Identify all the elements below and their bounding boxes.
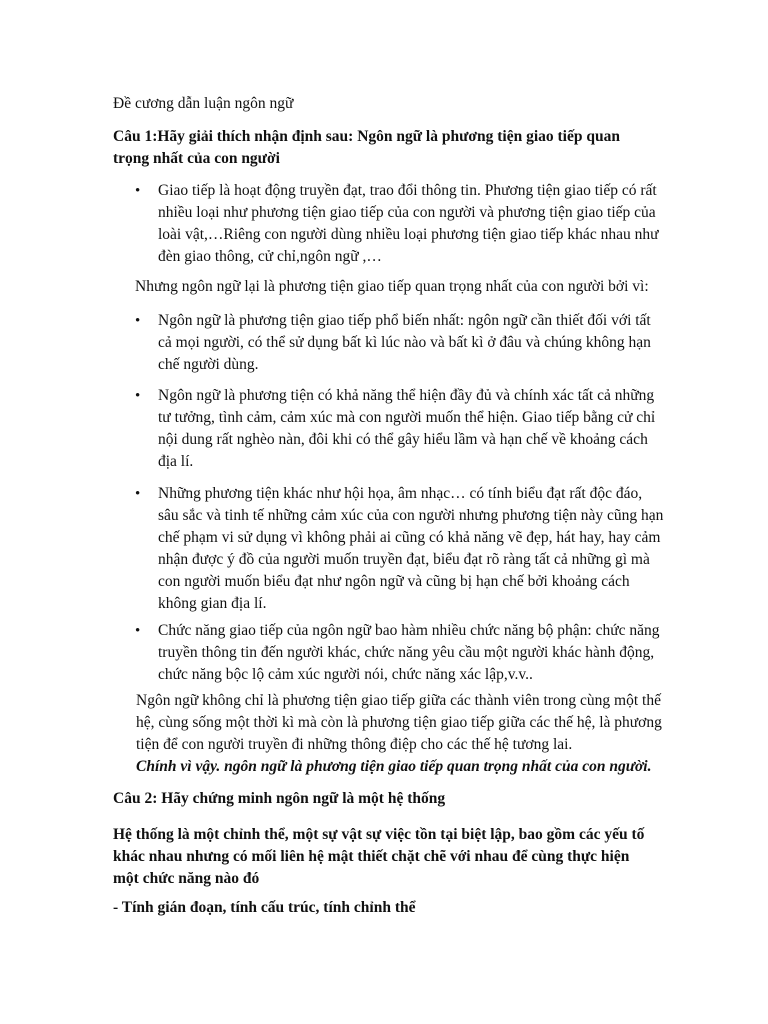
list-item xyxy=(135,483,665,615)
list-item-text: Chức năng giao tiếp của ngôn ngữ bao hàm nhiều chức năng bộ phận: chức năng truyền thông tin đến người khác, chức năng yêu cầu một người khác hành động, chức năng bộc lộ cảm xúc người nói, chức năng xác lập,v.v.. xyxy=(158,622,660,683)
bullet-icon: • xyxy=(135,623,141,639)
list-item xyxy=(135,620,665,686)
list-item xyxy=(135,310,665,376)
list-item xyxy=(135,385,665,473)
list-item-text: Những phương tiện khác như hội họa, âm nhạc… có tính biểu đạt rất độc đáo, sâu sắc và tinh tế những cảm xúc của con người nhưng phương tiện này cũng hạn chế phạm vi sử dụng vì không phải ai cũng có khả năng vẽ đẹp, hát hay, hay cảm nhận được ý đồ của người muốn truyền đạt, biểu đạt rõ ràng tất cả những gì mà con người muốn biểu đạt như ngôn ngữ và cũng bị hạn chế bởi khoảng cách không gian địa lí. xyxy=(158,485,664,612)
bullet-icon: • xyxy=(135,313,141,329)
question-1-heading: Câu 1:Hãy giải thích nhận định sau: Ngôn ngữ là phương tiện giao tiếp quan trọng nhất của con người xyxy=(113,128,620,167)
system-properties: - Tính gián đoạn, tính cấu trúc, tính chỉnh thể xyxy=(113,899,416,916)
generations-paragraph: Ngôn ngữ không chỉ là phương tiện giao tiếp giữa các thành viên trong cùng một thế hệ, cùng sống một thời kì mà còn là phương tiện giao tiếp giữa các thế hệ, là phương tiện để con người truyền đi những thông điệp cho các thế hệ tương lai. xyxy=(136,692,662,753)
conclusion-paragraph: Chính vì vậy. ngôn ngữ là phương tiện giao tiếp quan trọng nhất của con người. xyxy=(136,758,652,775)
list-item-text: Ngôn ngữ là phương tiện có khả năng thể hiện đầy đủ và chính xác tất cả những tư tưởng, tình cảm, cảm xúc mà con người muốn thể hiện. Giao tiếp bằng cử chỉ nội dung rất nghèo nàn, đôi khi có thể gây hiểu lầm và hạn chế về khoảng cách địa lí. xyxy=(158,387,656,470)
system-definition: Hệ thống là một chỉnh thể, một sự vật sự việc tồn tại biệt lập, bao gồm các yếu tố khác nhau nhưng có mối liên hệ mật thiết chặt chẽ với nhau để cùng thực hiện một chức năng nào đó xyxy=(113,826,645,887)
bullet-icon: • xyxy=(135,388,141,404)
document-title: Đề cương dẫn luận ngôn ngữ xyxy=(113,95,294,112)
bullet-icon: • xyxy=(135,183,141,199)
list-item xyxy=(135,180,665,268)
reason-paragraph: Nhưng ngôn ngữ lại là phương tiện giao tiếp quan trọng nhất của con người bởi vì: xyxy=(135,278,649,295)
question-2-heading: Câu 2: Hãy chứng minh ngôn ngữ là một hệ thống xyxy=(113,790,446,807)
list-item-text: Giao tiếp là hoạt động truyền đạt, trao đổi thông tin. Phương tiện giao tiếp có rất nhiều loại như phương tiện giao tiếp của con người và phương tiện giao tiếp của loài vật,…Riêng con người dùng nhiều loại phương tiện giao tiếp khác nhau như đèn giao thông, cử chỉ,ngôn ngữ ,… xyxy=(158,182,659,265)
list-item-text: Ngôn ngữ là phương tiện giao tiếp phổ biến nhất: ngôn ngữ cần thiết đối với tất cả mọi người, có thể sử dụng bất kì lúc nào và bất kì ở đâu và chúng không hạn chế người dùng. xyxy=(158,312,651,373)
bullet-icon: • xyxy=(135,486,141,502)
